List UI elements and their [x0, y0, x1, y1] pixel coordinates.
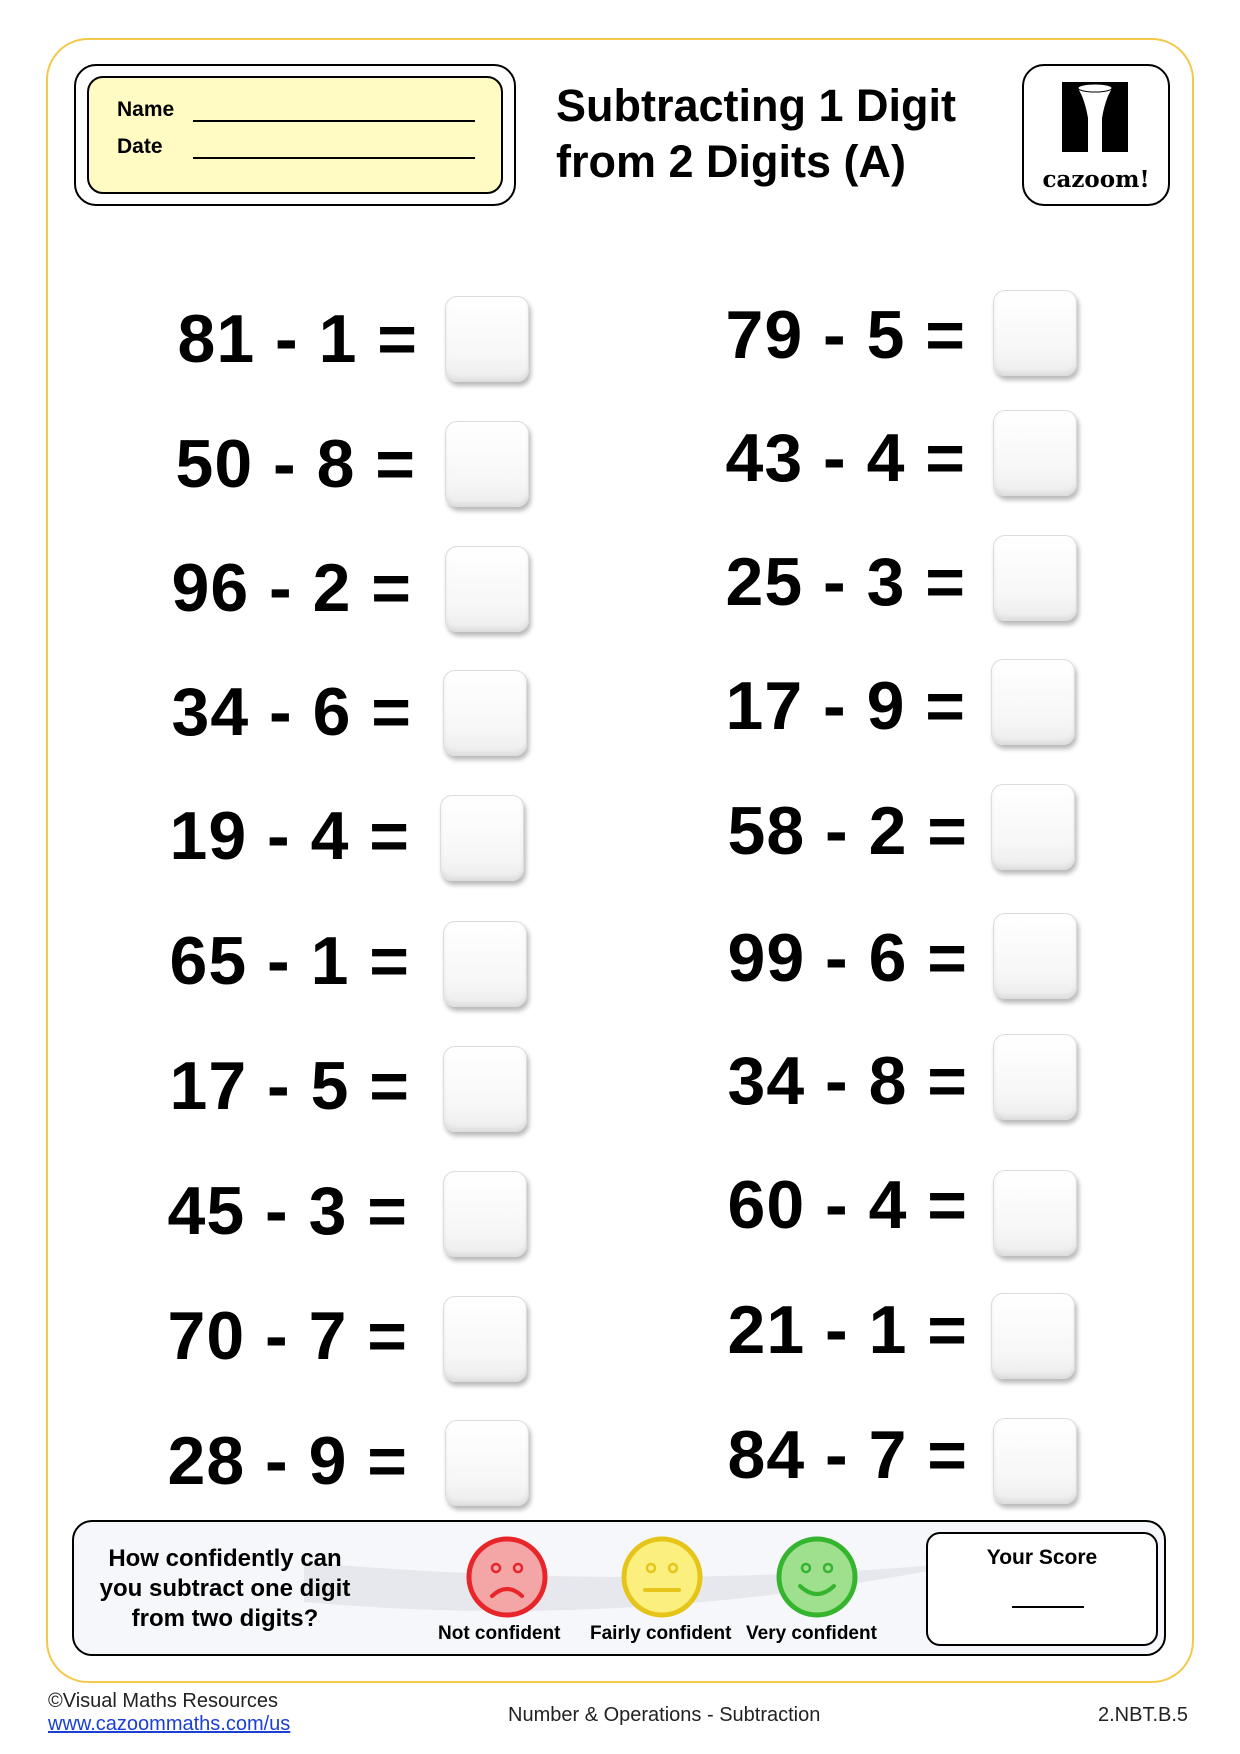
problem-expression: 43 - 4 = — [725, 420, 966, 496]
answer-box[interactable] — [445, 296, 529, 382]
sad-face-icon[interactable] — [464, 1534, 550, 1620]
confidence-panel — [72, 1520, 1166, 1656]
problem-expression: 58 - 2 = — [727, 793, 968, 869]
neutral-face-icon[interactable] — [619, 1534, 705, 1620]
problem-right-1 — [700, 290, 966, 380]
answer-box[interactable] — [993, 1170, 1077, 1256]
name-date-panel — [87, 76, 503, 194]
problem-left-2 — [140, 419, 416, 509]
problem-expression: 79 - 5 = — [725, 297, 966, 373]
problem-expression: 70 - 7 = — [167, 1298, 408, 1374]
happy-face-icon[interactable] — [774, 1534, 860, 1620]
answer-box[interactable] — [993, 913, 1077, 999]
problem-right-8 — [700, 1160, 968, 1250]
problem-expression: 21 - 1 = — [727, 1292, 968, 1368]
problem-right-7 — [700, 1036, 968, 1126]
worksheet-title — [556, 78, 996, 190]
problem-left-3 — [140, 543, 412, 633]
problem-expression: 17 - 5 = — [169, 1048, 410, 1124]
problem-expression: 17 - 9 = — [725, 668, 966, 744]
problem-left-4 — [140, 667, 412, 757]
answer-box[interactable] — [445, 421, 529, 507]
date-label: Date — [117, 135, 163, 158]
date-field[interactable] — [193, 141, 475, 159]
problem-right-3 — [700, 537, 966, 627]
answer-box[interactable] — [443, 1046, 527, 1132]
answer-box[interactable] — [991, 784, 1075, 870]
answer-box[interactable] — [991, 1293, 1075, 1379]
date-row — [117, 135, 475, 159]
problem-expression: 34 - 8 = — [727, 1043, 968, 1119]
problem-expression: 96 - 2 = — [171, 550, 412, 626]
problem-expression: 25 - 3 = — [725, 544, 966, 620]
problem-expression: 84 - 7 = — [727, 1417, 968, 1493]
problem-left-1 — [140, 294, 418, 384]
problem-expression: 99 - 6 = — [727, 920, 968, 996]
problem-left-7 — [140, 1041, 410, 1131]
answer-box[interactable] — [443, 1296, 527, 1382]
problem-expression: 34 - 6 = — [171, 674, 412, 750]
cazoom-logo — [1022, 64, 1170, 206]
problem-right-5 — [700, 786, 968, 876]
problem-expression: 50 - 8 = — [175, 426, 416, 502]
answer-box[interactable] — [445, 546, 529, 632]
standard-code: 2.NBT.B.5 — [1098, 1704, 1189, 1726]
answer-box[interactable] — [993, 410, 1077, 496]
problem-expression: 28 - 9 = — [167, 1423, 408, 1499]
confidence-question: How confidently can you subtract one digit from two digits? — [99, 1545, 351, 1632]
not-confident-label: Not confident — [438, 1623, 561, 1644]
problem-right-10 — [700, 1410, 968, 1500]
problem-right-4 — [700, 661, 966, 751]
problem-expression: 19 - 4 = — [169, 798, 410, 874]
answer-box[interactable] — [443, 921, 527, 1007]
copyright-text: ©Visual Maths Resources — [48, 1690, 279, 1712]
name-date-box — [74, 64, 516, 206]
score-line — [1012, 1606, 1084, 1608]
very-confident-label: Very confident — [746, 1623, 877, 1644]
problem-left-6 — [140, 916, 410, 1006]
answer-box[interactable] — [993, 1034, 1077, 1120]
problem-expression: 45 - 3 = — [167, 1173, 408, 1249]
topic-text: Number & Operations - Subtraction — [508, 1704, 821, 1726]
problem-left-9 — [140, 1291, 408, 1381]
logo-text: cazoom! — [1042, 166, 1150, 193]
website-link-wrap — [48, 1713, 290, 1736]
website-link[interactable]: www.cazoommaths.com/us — [48, 1713, 291, 1735]
title-line-1: Subtracting 1 Digit — [556, 80, 957, 131]
problem-right-6 — [700, 913, 968, 1003]
fairly-confident-label: Fairly confident — [590, 1623, 732, 1644]
problem-expression: 60 - 4 = — [727, 1167, 968, 1243]
name-label: Name — [117, 98, 175, 121]
score-box[interactable] — [926, 1532, 1158, 1646]
answer-box[interactable] — [443, 670, 527, 756]
answer-box[interactable] — [445, 1420, 529, 1506]
problem-right-2 — [700, 413, 966, 503]
problem-expression: 65 - 1 = — [169, 923, 410, 999]
name-field[interactable] — [193, 104, 475, 122]
answer-box[interactable] — [993, 535, 1077, 621]
problem-expression: 81 - 1 = — [177, 301, 418, 377]
problem-right-9 — [700, 1285, 968, 1375]
problem-left-10 — [140, 1416, 408, 1506]
answer-box[interactable] — [993, 290, 1077, 376]
answer-box[interactable] — [993, 1418, 1077, 1504]
problem-left-8 — [140, 1166, 408, 1256]
problem-left-5 — [140, 791, 410, 881]
answer-box[interactable] — [443, 1171, 527, 1257]
title-line-2: from 2 Digits (A) — [556, 136, 907, 187]
answer-box[interactable] — [440, 795, 524, 881]
score-label: Your Score — [986, 1546, 1098, 1569]
name-row — [117, 98, 475, 122]
answer-box[interactable] — [991, 659, 1075, 745]
